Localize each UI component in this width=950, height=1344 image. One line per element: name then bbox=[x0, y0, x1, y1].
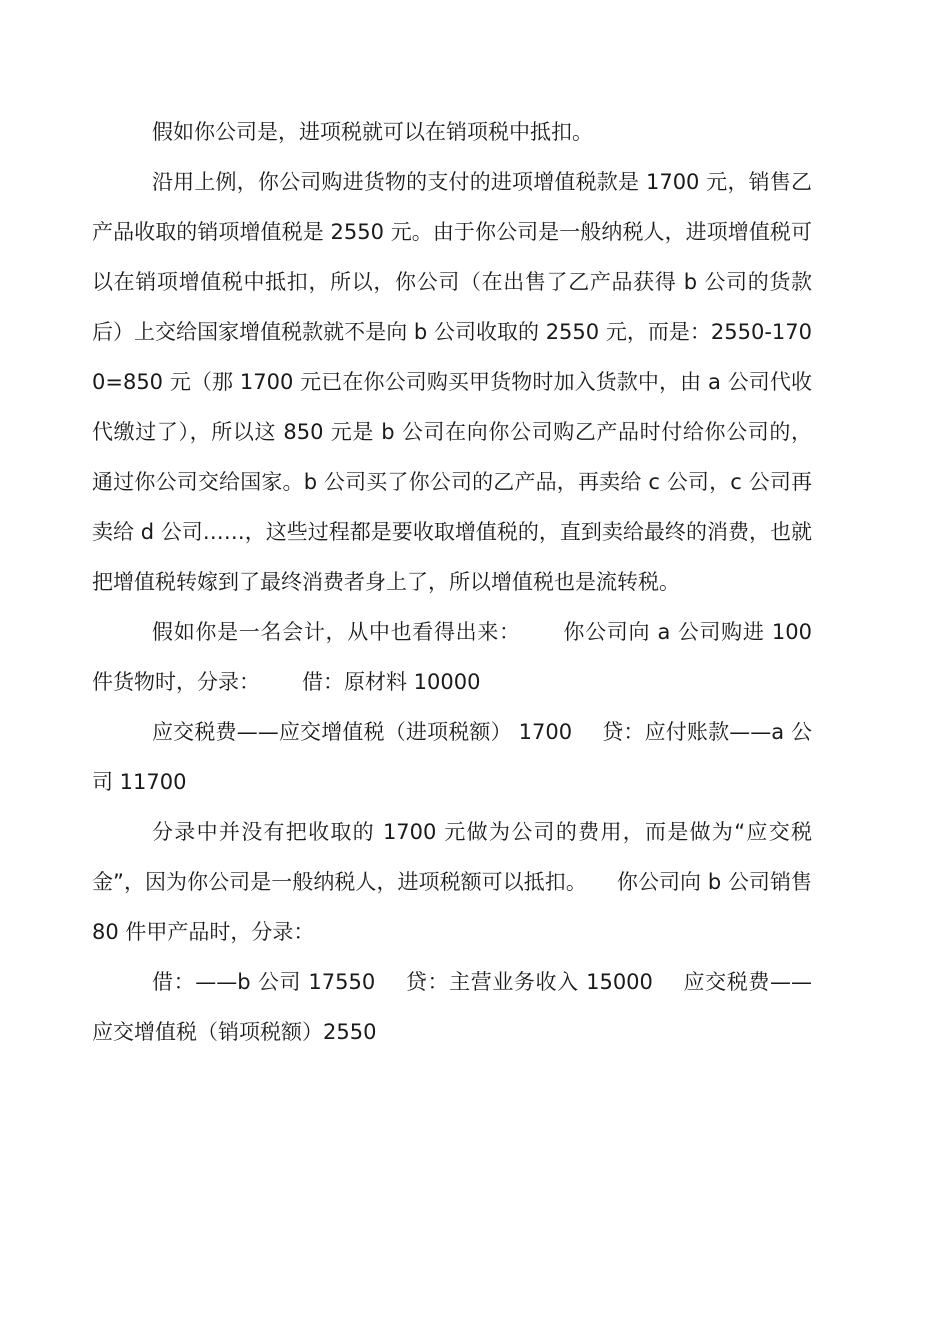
journal-entry-debit: 应交税费——应交增值税（进项税额） 1700 bbox=[152, 720, 573, 744]
paragraph-3 bbox=[92, 607, 812, 707]
paragraph-text: 你公司向 a 公司购进 100 件货物时，分录： bbox=[92, 620, 812, 694]
journal-entry-credit: 贷：主营业务收入 15000 bbox=[405, 970, 653, 994]
paragraph-2 bbox=[92, 157, 812, 607]
journal-entry-debit: 借：原材料 10000 bbox=[302, 670, 481, 694]
paragraph-text: 假如你是一名会计，从中也看得出来： bbox=[152, 620, 521, 644]
paragraph-text: 假如你公司是，进项税就可以在销项税中抵扣。 bbox=[152, 120, 593, 144]
paragraph-4 bbox=[92, 707, 812, 807]
paragraph-text: 你公司向 b 公司销售 80 件甲产品时，分录： bbox=[92, 870, 812, 944]
journal-entry-credit: 应交税费——应交增值税（销项税额）2550 bbox=[92, 970, 813, 1044]
document-page bbox=[92, 107, 812, 1057]
paragraph-6 bbox=[92, 957, 812, 1057]
paragraph-1 bbox=[92, 107, 812, 157]
journal-entry-credit: 贷：应付账款——a 公司 11700 bbox=[92, 720, 812, 794]
paragraph-text: 沿用上例，你公司购进货物的支付的进项增值税款是 1700 元，销售乙产品收取的销项增值税是 2550 元。由于你公司是一般纳税人，进项增值税可以在销项增值税中抵扣，所以，你公司（在出售了乙产品获得 b 公司的货款后）上交给国家增值税款就不是向 b 公司收取的 2550 元，而是：2550-1700=850 元（那 1700 元已在你公司购买甲货物时加入货款中，由 a 公司代收代缴过了），所以这 850 元是 b 公司在向你公司购乙产品时付给你公司的，通过你公司交给国家。b 公司买了你公司的乙产品，再卖给 c 公司，c 公司再卖给 d 公司……，这些过程都是要收取增值税的，直到卖给最终的消费，也就把增值税转嫁到了最终消费者身上了，所以增值税也是流转税。 bbox=[92, 170, 812, 594]
journal-entry-debit: 借：——b 公司 17550 bbox=[152, 970, 376, 994]
paragraph-text: 分录中并没有把收取的 1700 元做为公司的费用，而是做为“应交税金”，因为你公司是一般纳税人，进项税额可以抵扣。 bbox=[92, 820, 812, 894]
paragraph-5 bbox=[92, 807, 812, 957]
